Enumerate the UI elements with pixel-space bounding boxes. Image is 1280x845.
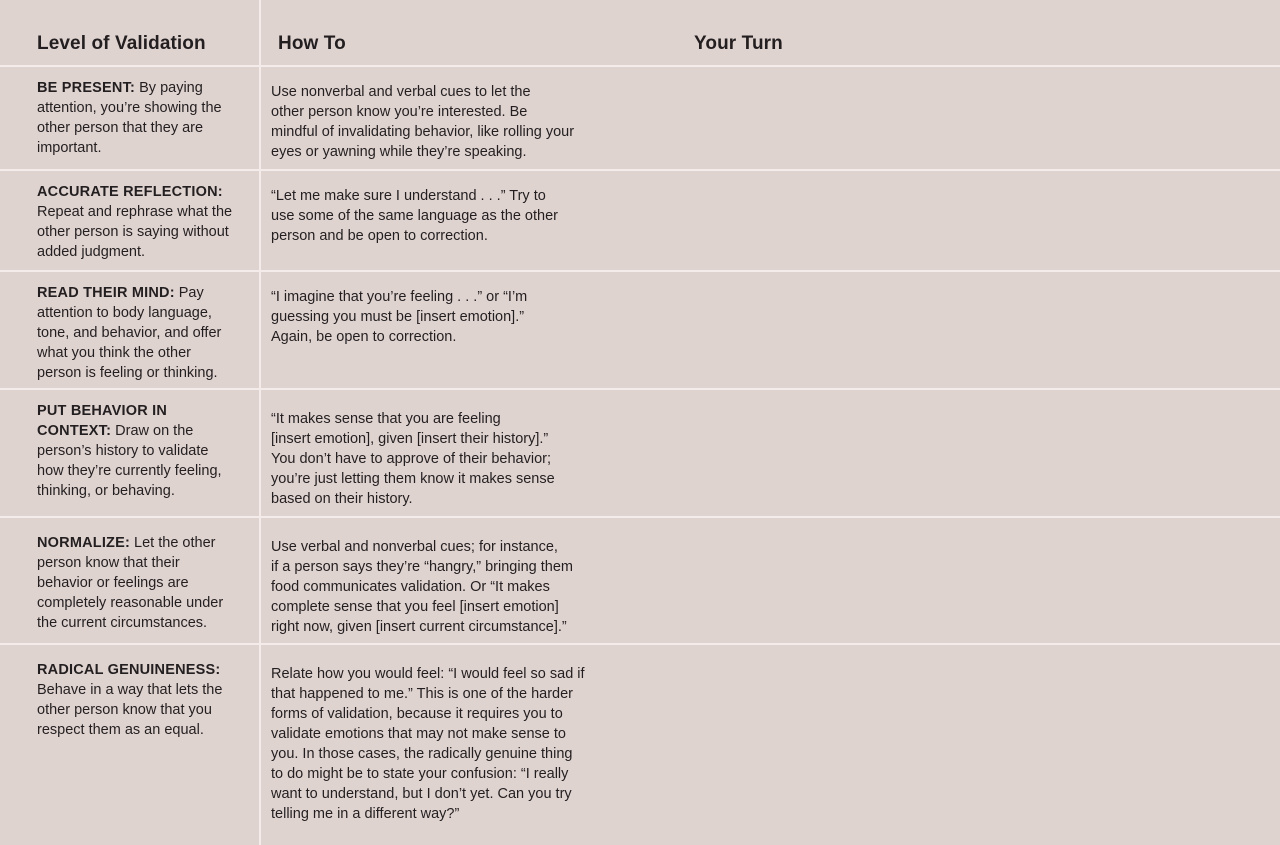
level-description: Repeat and rephrase what the other person is saying without added judgment.	[37, 204, 233, 260]
level-cell-read-their-mind	[37, 283, 252, 383]
row-divider	[0, 643, 1280, 645]
how-to-cell: Use nonverbal and verbal cues to let the other person know you’re interested. Be mindful of invalidating behavior, like rolling your eyes or yawning while they’re speaking.	[271, 84, 575, 160]
how-to-cell: Relate how you would feel: “I would feel so sad if that happened to me.” This is one of the harder forms of validation, because it requires you to validate emotions that may not make sense to you. In those cases, the radically genuine thing to do might be to state your confusion: “I really want to understand, but I don’t yet. Can you try telling me in a different way?”	[271, 666, 585, 822]
row-divider	[0, 169, 1280, 171]
level-description: By paying attention, you’re showing the other person that they are important.	[37, 80, 222, 156]
how-to-cell: “I imagine that you’re feeling . . .” or “I’m guessing you must be [insert emotion].” Again, be open to correction.	[271, 289, 528, 345]
level-title: RADICAL GENUINENESS:	[37, 662, 221, 678]
row-divider	[0, 388, 1280, 390]
level-description: Pay attention to body language, tone, and behavior, and offer what you think the other person is feeling or thinking.	[37, 285, 222, 381]
level-description: Let the other person know that their behavior or feelings are completely reasonable under the current circumstances.	[37, 535, 224, 631]
how-to-cell: “Let me make sure I understand . . .” Try to use some of the same language as the other person and be open to correction.	[271, 188, 558, 244]
level-cell-radical-genuineness	[37, 660, 252, 740]
level-title: READ THEIR MIND:	[37, 285, 175, 301]
level-cell-put-behavior-in-context	[37, 401, 252, 501]
how-to-cell: “It makes sense that you are feeling [insert emotion], given [insert their history].” You don’t have to approve of their behavior; you’re just letting them know it makes sense based on their history.	[271, 411, 555, 507]
level-description: Draw on the person’s history to validate how they’re currently feeling, thinking, or behaving.	[37, 423, 222, 499]
level-description: Behave in a way that lets the other person know that you respect them as an equal.	[37, 682, 223, 738]
level-title: PUT BEHAVIOR IN CONTEXT:	[37, 403, 168, 439]
level-title: ACCURATE REFLECTION:	[37, 184, 223, 200]
column-divider	[259, 0, 261, 845]
header-level-of-validation: Level of Validation	[37, 33, 206, 54]
header-your-turn: Your Turn	[694, 33, 783, 54]
level-title: BE PRESENT:	[37, 80, 136, 96]
level-cell-accurate-reflection	[37, 182, 252, 262]
level-cell-normalize	[37, 533, 252, 633]
level-cell-be-present	[37, 78, 252, 158]
level-title: NORMALIZE:	[37, 535, 131, 551]
row-divider	[0, 516, 1280, 518]
how-to-cell: Use verbal and nonverbal cues; for instance, if a person says they’re “hangry,” bringing them food communicates validation. Or “It makes complete sense that you feel [insert emotion] right now, given [insert current circumstance].”	[271, 539, 573, 635]
header-how-to: How To	[278, 33, 346, 54]
row-divider	[0, 270, 1280, 272]
row-divider	[0, 65, 1280, 67]
